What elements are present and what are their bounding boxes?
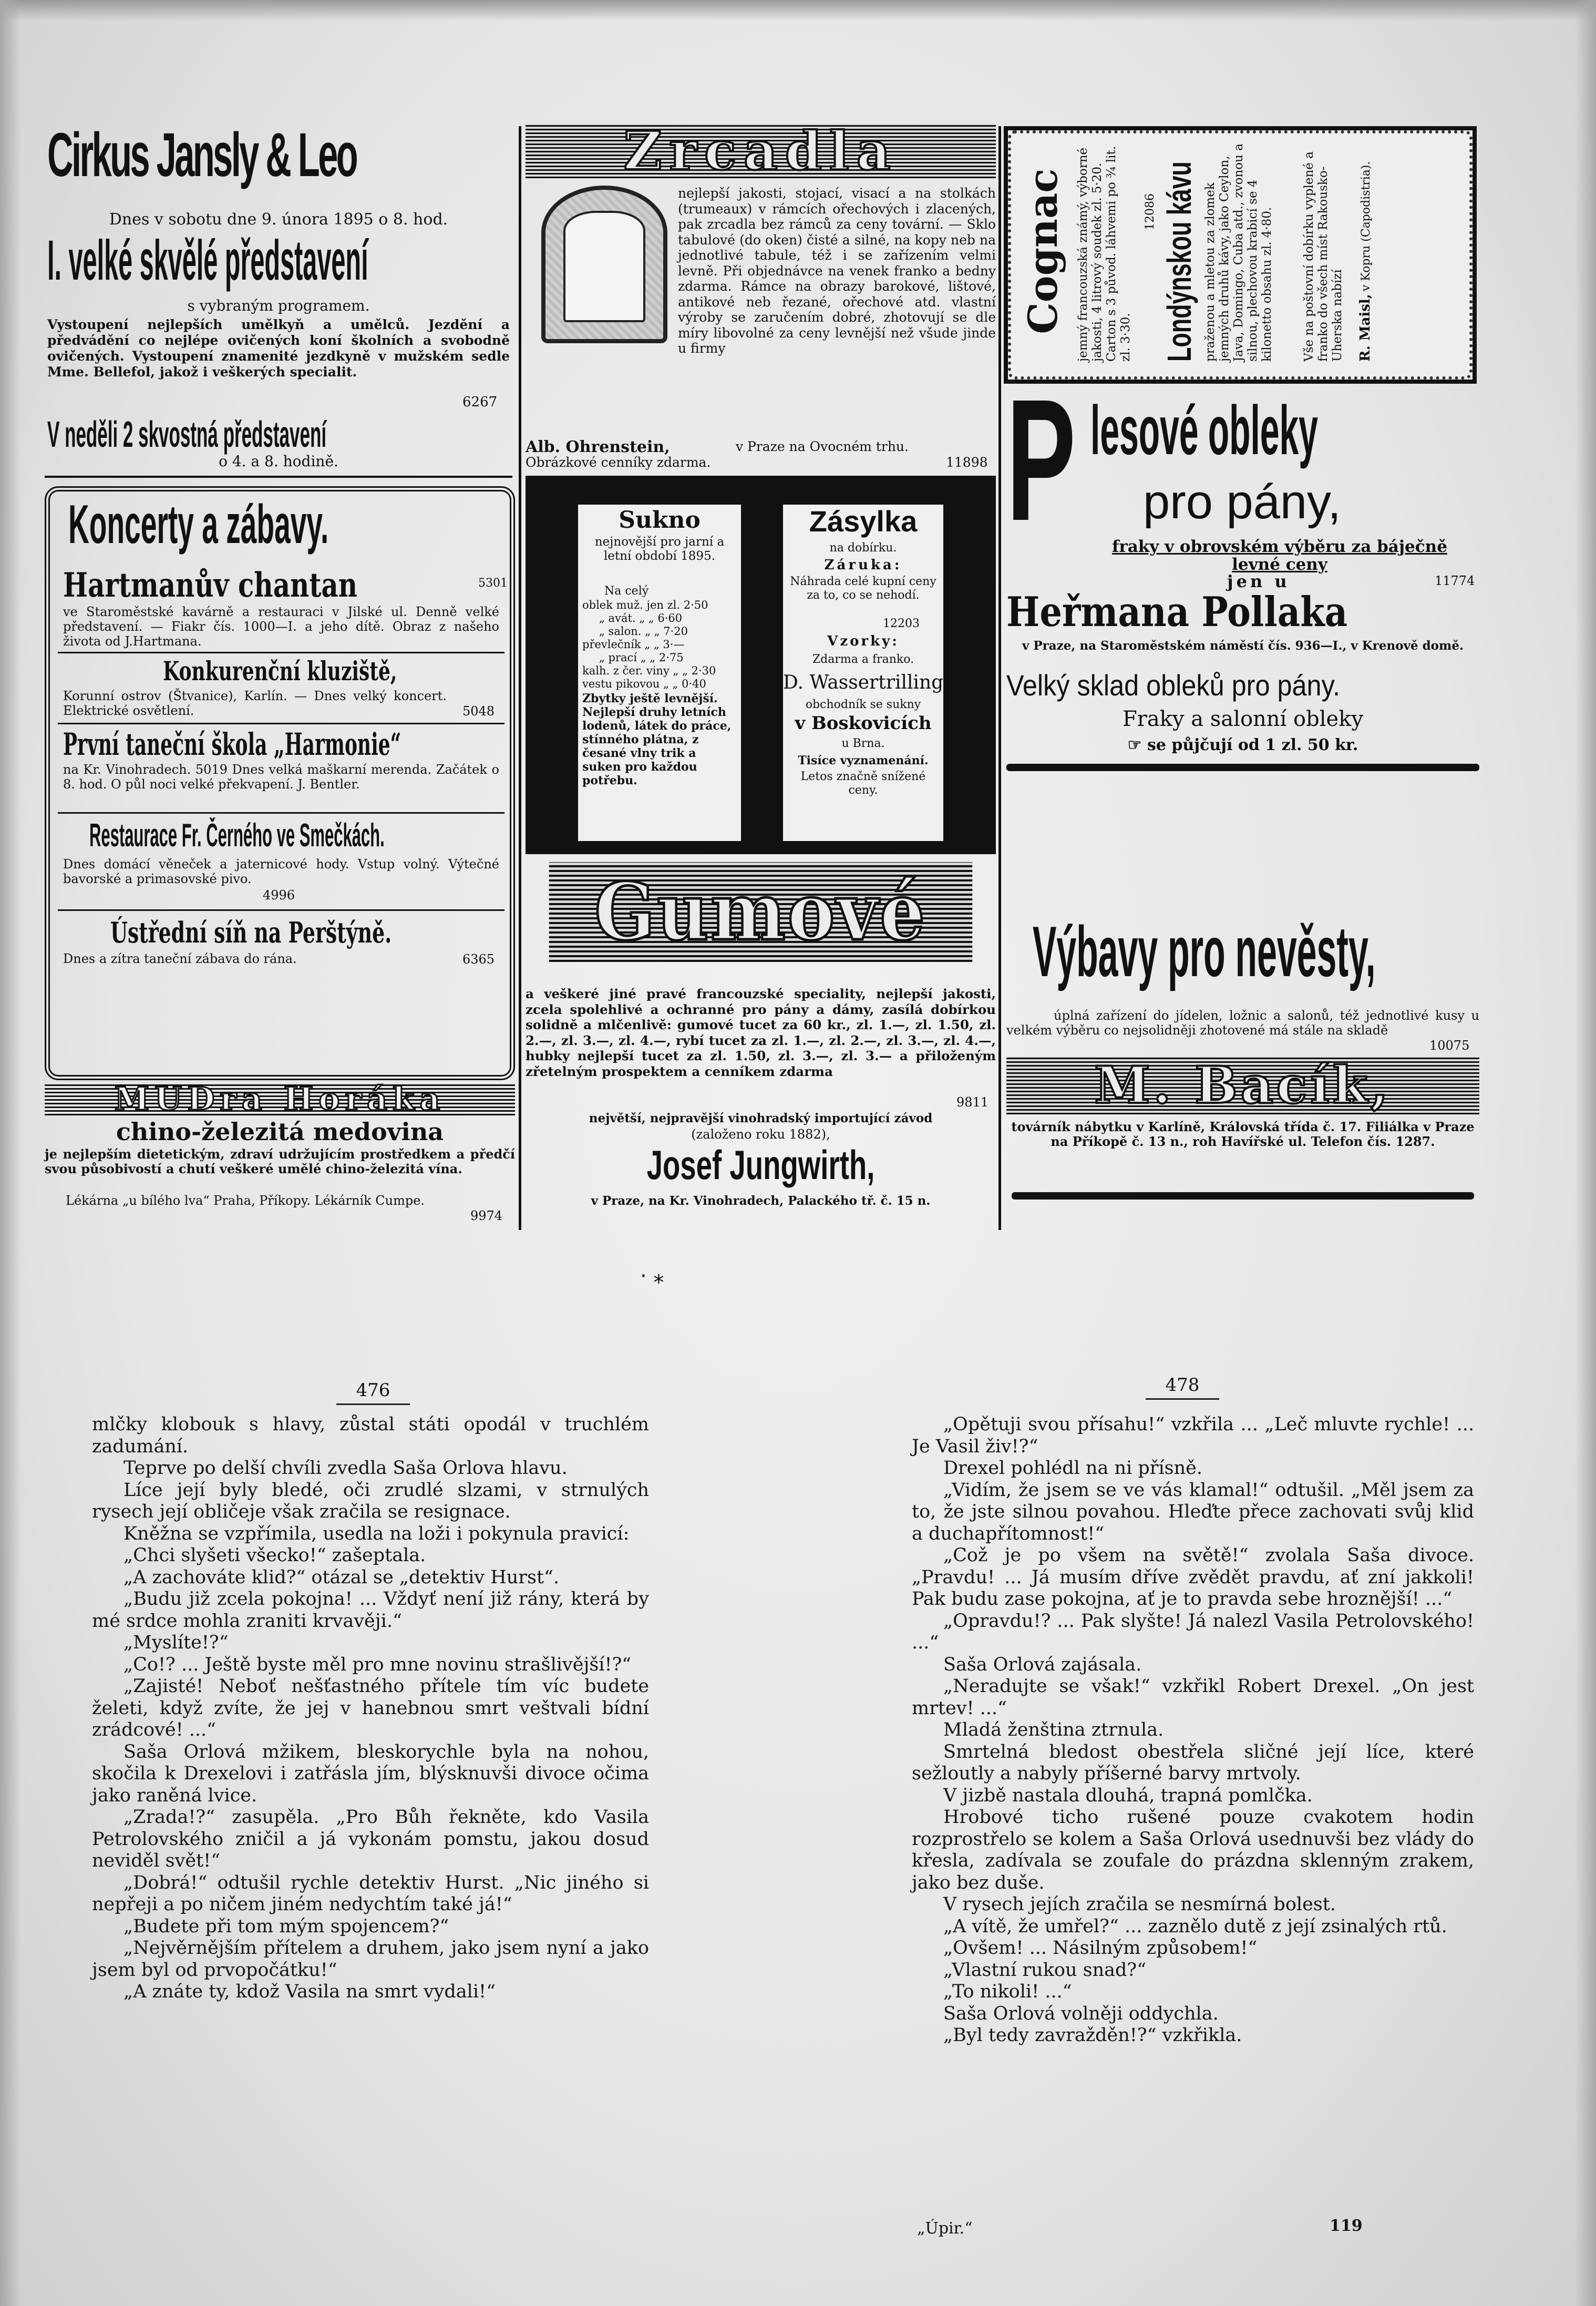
cognac-zigzag-border	[1008, 130, 1473, 380]
plesove-pujcuji	[1006, 736, 1479, 754]
left-paragraph: Teprve po delší chvíli zvedla Saša Orlova hlavu.	[123, 1458, 568, 1479]
right-paragraph: Mladá ženština ztrnula.	[943, 1719, 1164, 1740]
plesove-number: 11774	[1435, 573, 1475, 588]
horak-number: 9974	[470, 1208, 503, 1223]
gumove-number: 9811	[956, 1095, 989, 1110]
right-paragraph: „Vlastní rukou snad?“	[943, 1959, 1147, 1981]
story-footer-title: „Úpir.“	[917, 2219, 973, 2238]
right-paragraph: „Byl tedy zavražděn!?“ vzkřikla.	[943, 2025, 1242, 2046]
concert-divider-4	[58, 909, 504, 911]
sukno-price-2: oblek muž. jen zl. 2·50	[582, 599, 708, 611]
column-rule-2	[998, 126, 1001, 1230]
left-paragraph: „Myslíte!?“	[123, 1632, 229, 1653]
concert-entry-3-text: na Kr. Vinohradech. 5019 Dnes velká maškarní merenda. Začátek o 8. hod. O půl noci velké překvapení. J. Bentler.	[63, 762, 499, 792]
right-paragraph: „To nikoli! ...“	[943, 1981, 1072, 2002]
plesove-fraky: fraky v obrovském výběru za báječně levné ceny	[1112, 537, 1447, 574]
zasylka-number: 12203	[883, 617, 920, 630]
concert-entry-2-title: Konkurenční kluziště,	[163, 655, 397, 686]
concert-entry-3-title: První taneční škola „Harmonie“	[63, 726, 401, 762]
scan-shadow-right	[1575, 0, 1596, 2306]
zasylka-price: Letos značně snížené ceny.	[800, 770, 926, 797]
right-paragraph: „Opravdu!? ... Pak slyšte! Já nalezl Vasila Petrolovského! ...“	[912, 1610, 1474, 1653]
vybavy-bar	[1012, 1192, 1474, 1200]
concert-entry-4-text: Dnes domácí věneček a jaternicové hody. Vstup volný. Výtečné bavorské a primasovské pivo.	[63, 857, 499, 886]
concert-entry-5-title: Ústřední síň na Perštýně.	[110, 916, 392, 949]
right-paragraph: „Vidím, že jsem se ve vás klamal!“ odtušil. „Měl jsem za to, že jste silnou povahou. Hleďte přece zachovati svůj klid a duchapřítomnost!“	[912, 1479, 1474, 1544]
cognac-ad	[1004, 126, 1477, 384]
zasylka-city-sub: u Brna.	[841, 737, 885, 750]
zrcadla-number: 11898	[946, 455, 988, 470]
plesove-sub: pro pány,	[1143, 475, 1341, 529]
cognac-text-a-body: jemný francouzská známý, výborné jakosti, 4 litrový soudek zl. 5·20. Carton s 3 původ. láhvemi po ¾ lit. zl. 3·30.	[1076, 146, 1132, 362]
right-paragraph: Drexel pohlédl na ni přísně.	[943, 1458, 1202, 1479]
left-paragraph: „Chci slyšeti všecko!“ zašeptala.	[123, 1545, 426, 1566]
horak-ad	[45, 1083, 515, 1235]
plesove-bar	[1006, 764, 1479, 771]
gumove-address: v Praze, na Kr. Vinohradech, Palackého tř. č. 15 n.	[591, 1194, 931, 1208]
right-page-number: 478	[1165, 1375, 1200, 1396]
vybavy-ad	[1006, 911, 1482, 1241]
sukno-title: Sukno	[619, 507, 701, 534]
right-paragraph: Saša Orlová zajásala.	[943, 1654, 1142, 1675]
left-page-number-rule	[336, 1403, 410, 1405]
vybavy-number: 10075	[1429, 1038, 1470, 1053]
hand-left-icon: ☞	[1127, 736, 1142, 754]
right-paragraph: Saša Orlová volněji oddychla.	[943, 2003, 1219, 2024]
circus-date: Dnes v sobotu dne 9. února 1895 o 8. hod.	[109, 210, 448, 229]
zrcadla-ad	[526, 120, 996, 470]
concert-entry-5-number: 6365	[462, 952, 495, 967]
plesove-pujcuji-text: se půjčují od 1 zl. 50 kr.	[1147, 736, 1358, 754]
zasylka-firm: D. Wassertrilling,	[783, 672, 950, 693]
gumove-text: a veškeré jiné pravé francouzské speciality, nejlepší jakosti, zcela spolehlivé a ochranné pro pány a dámy, zasílá dobírkou solidně a mlčenlivě: gumové tucet za 60 kr., zl. 1.—, zl. 1.50, zl. 2.—, zl. 3.—, zl. 4.—, rybí tucet za zl. 1.—, zl. 2.—, zl. 3.—, zl. 4.—, hubky nejlepší tucet za zl. 1.50, zl. 3.—, zl. 3.— a přiloženým zřetelným prospektem a cenníkem zdarma	[526, 986, 996, 1079]
right-page-number-rule	[1146, 1398, 1219, 1400]
zasylka-vzorky: Vzorky:	[827, 633, 899, 649]
gumove-tail: největší, nejpravější vinohradský importující závod	[589, 1111, 933, 1125]
cognac-coffee-title: Londýnskou kávu	[1160, 161, 1198, 362]
concerts-content	[58, 494, 508, 1072]
zasylka-vzorky-text: Zdarma a franko.	[812, 653, 914, 666]
cognac-text-b-body: praženou a mletou za zlomek jemných druhů kávy, jako Ceylon, Java, Domingo, Cuba atd., zvonou a silnou, plechovou krabicí se 4 kilonetto obsahu zl. 4·80.	[1203, 144, 1274, 362]
left-page-number: 476	[356, 1380, 390, 1401]
plesove-jen: jen u	[1227, 571, 1290, 591]
horak-pharmacy: Lékárna „u bílého lva“ Praha, Příkopy. Lékárník Cumpe.	[66, 1193, 425, 1208]
ornament-asterisk: · ⁎	[640, 1264, 664, 1288]
left-paragraph: „Co!? ... Ještě byste měl pro mne novinu strašlivější!?“	[123, 1654, 632, 1675]
gumove-title: Gumové	[549, 862, 973, 962]
concert-entry-4-title: Restaurace Fr. Černého ve Smečkách.	[89, 817, 385, 854]
gumove-ad	[526, 862, 996, 1235]
concert-entry-2-number: 5048	[462, 704, 495, 719]
zasylka-zaruka: Záruka:	[824, 557, 902, 573]
scan-shadow-left	[0, 0, 21, 2306]
plesove-title: lesové obleky	[1090, 392, 1318, 469]
left-paragraph: Líce její byly bledé, oči zrudlé slzami, v strnulých rysech její obličeje však zračila se resignace.	[92, 1479, 649, 1522]
zasylka-content	[783, 505, 950, 841]
right-paragraph: Hrobové ticho rušené pouze cvakotem hodin rozprostřelo se kolem a Saša Orlová usednuvši bez vlády do křesla, zadívala se zoufale do prázdna sklenným zrakem, jako bez duše.	[912, 1807, 1474, 1893]
zasylka-firm-sub: obchodník se sukny	[805, 698, 921, 711]
left-paragraph: „Budu již zcela pokojna! ... Vždyť není již rány, která by mé srdce mohla zraniti krvavěji.“	[92, 1588, 649, 1632]
divider-circus	[45, 476, 512, 478]
concert-entry-1-side: 5301	[478, 577, 508, 590]
cognac-firm-name: R. Maisl,	[1357, 294, 1373, 362]
concert-entry-1-title: Hartmanův chantan	[63, 566, 358, 605]
right-paragraph: „Opětuji svou přísahu!“ vzkřila ... „Leč mluvte rychle! ... Je Vasil živ!?“	[912, 1414, 1474, 1457]
scan-shadow-top	[0, 0, 1596, 21]
left-paragraph: „Zajisté! Neboť nešťastného přítele tím víc budete želeti, když zvíte, že jej v hanebnou smrt veštvali bídní zrádcové! ...“	[92, 1676, 649, 1740]
circus-sunday-time: o 4. a 8. hodině.	[219, 453, 338, 470]
right-paragraph: „Neradujte se však!“ vzkřikl Robert Drexel. „On jest mrtev! ...“	[912, 1676, 1474, 1719]
zrcadla-title: Zrcadla	[526, 124, 996, 178]
cognac-title: Cognac	[1020, 168, 1066, 334]
vybavy-title: Výbavy pro nevěsty,	[1033, 911, 1376, 991]
zrcadla-catalog: Obrázkové cenníky zdarma.	[526, 455, 711, 470]
zasylka-honors: Tisíce vyznamenání.	[798, 754, 929, 767]
story-right-column	[912, 1414, 1474, 2218]
circus-headline: I. velké skvělé představení	[47, 228, 368, 292]
plesove-address: v Praze, na Staroměstském náměstí čís. 936—I., v Krenově domě.	[1022, 639, 1464, 653]
concert-entry-1-text: ve Staroměstské kavárně a restauraci v Jilské ul. Denně velké představení. — Fiakr čís. 1000—I. a jeho dítě. Obraz z našeho života od J.Hartmana.	[63, 604, 499, 649]
left-paragraph: „Dobrá!“ odtušil rychle detektiv Hurst. „Nic jiného si nepřeji a po ničem jiném nedychtím také já!“	[92, 1872, 649, 1915]
cognac-number: 12086	[1144, 193, 1157, 230]
zrcadla-text: nejlepší jakosti, stojací, visací a na stolkách (trumeaux) v rámcích ořechových i zlacených, pak zrcadla bez rámců za ceny tovární. — Sklo tabulové (do oken) čisté a silné, na kopy neb na jednotlivé tabule, též i se zařízením velmi levně. Při objednávce na venek franko a bedny zdarma. Rámce na obrazy barokové, lištové, antikové neb řezané, ořechové atd. vlastní výroby se zaručením dobré, zhotovují se dle míry libovolné za ceny levnější než všude jinde u firmy	[678, 186, 996, 356]
sukno-price-8: vestu pikovou „ „ 0·40	[582, 678, 706, 690]
plesove-ad	[1006, 363, 1482, 875]
horak-title: MUDra Horáka	[45, 1083, 515, 1115]
vybavy-text: úplná zařízení do jídelen, ložnic a salonů, též jednotlivé kusy u velkém výběru co nejsolidněji zhotovené má stále na skladě	[1006, 1008, 1479, 1038]
horak-sub: chino-železitá medovina	[116, 1118, 444, 1146]
plesove-cap: P	[1006, 363, 1076, 557]
circus-title: Cirkus Jansly & Leo	[47, 120, 357, 190]
concert-divider-2	[58, 723, 504, 724]
left-paragraph: Kněžna se vzpřímila, usedla na loži i pokynula pravicí:	[123, 1523, 630, 1544]
concert-entry-2-text: Korunní ostrov (Štvanice), Karlín. — Dnes velký koncert. Elektrické osvětlení.	[63, 689, 447, 718]
circus-sub: s vybraným programem.	[187, 297, 370, 314]
right-paragraph: V jizbě nastala dlouhá, trapná pomlčka.	[943, 1785, 1313, 1806]
circus-number: 6267	[462, 394, 498, 410]
left-paragraph: „Zrada!?“ zasupěla. „Pro Bůh řekněte, kdo Vasila Petrolovského zničil a já vykonám pomstu, jakou dosud neviděl svět!“	[92, 1807, 649, 1871]
plesove-sklad: Velký sklad obleků pro pány.	[1006, 669, 1341, 702]
right-paragraph: „Ovšem! ... Násilným způsobem!“	[943, 1938, 1258, 1959]
concerts-header: Koncerty a zábavy.	[68, 494, 329, 555]
left-paragraph: „Budete při tom mým spojencem?“	[123, 1915, 449, 1937]
zasylka-title: Zásylka	[809, 505, 918, 538]
story-left-column	[92, 1414, 649, 2229]
plesove-firm: Heřmana Pollaka	[1006, 588, 1348, 636]
circus-body: Vystoupení nejlepších umělkyň a umělců. Jezdění a předvádění co nejlépe ovičených koní školních a svobodně ovičených. Vystoupení znamenité jezdkyně v mužském sedle Mme. Bellefol, jakož i veškerých specialit.	[47, 317, 510, 380]
right-paragraph: „A vítě, že umřel?“ ... zaznělo dutě z její zsinalých rtů.	[943, 1915, 1447, 1937]
zasylka-sub: na dobírku.	[829, 541, 897, 555]
concert-divider-3	[58, 812, 504, 814]
left-paragraph: „A zachováte klid?“ otázal se „detektiv Hurst“.	[123, 1566, 560, 1588]
vybavy-firm: M. Bacík,	[1006, 1057, 1479, 1114]
right-paragraph: V rysech jejích zračila se nesmírná bolest.	[943, 1894, 1336, 1915]
story-footer-number: 119	[1330, 2217, 1363, 2235]
left-paragraph: „Nejvěrnějším přítelem a druhem, jako jsem nyní a jako jsem byl od prvopočátku!“	[92, 1938, 649, 1981]
circus-sunday: V neděli 2 skvostná představení	[47, 414, 327, 455]
concert-divider-1	[58, 652, 504, 653]
right-paragraph: „Což je po všem na světě!“ zvolala Saša divoce. „Pravdu! ... Já musím dříve zvědět pravdu, ať zní jakkoli! Pak budu zase pokojna, ať je to pravda sebe hroznější! ...“	[912, 1545, 1474, 1610]
sukno-price-3: „ avát. „ „ 6·60	[599, 612, 683, 624]
left-paragraph: „A znáte ty, kdož Vasila na smrt vydali!“	[123, 1981, 496, 2002]
zasylka-city: v Boskovicích	[795, 713, 932, 734]
sukno-content	[578, 505, 741, 841]
horak-text: je nejlepším dietetickým, zdraví udržujícím prostředkem a předčí svou působivostí a chutí veškeré umělé chino-železitá vína.	[45, 1146, 515, 1176]
gumove-firm: Josef Jungwirth,	[646, 1142, 875, 1188]
gumove-founded: (založeno roku 1882),	[691, 1127, 830, 1142]
right-paragraph: Smrtelná bledost obestřela sličné její líce, které sežloutly a nabyly příšerné barvy mrtvoly.	[912, 1741, 1474, 1784]
plesove-fr: Fraky a salonní obleky	[1122, 707, 1364, 731]
left-paragraph: Saša Orlová mžikem, bleskorychle byla na nohou, skočila k Drexelovi i zatřásla jím, blýsknuvši divoce očima jako raněná lvice.	[92, 1741, 649, 1806]
sukno-price-6: „ prací „ „ 2·75	[599, 651, 684, 664]
sukno-price-5: převlečník „ „ 3·—	[582, 638, 685, 651]
concert-entry-4-number: 4996	[263, 888, 295, 903]
circus-ad	[42, 120, 515, 470]
sukno-price-1: Na celý	[604, 585, 649, 598]
vybavy-address: továrník nábytku v Karlíně, Královská třída č. 17. Filiálka v Praze na Příkopě č. 13 n., roh Havířské ul. Telefon čís. 1287.	[1011, 1119, 1475, 1149]
cognac-firm-address: v Kopru (Capodistria).	[1360, 161, 1373, 292]
sukno-rest: Zbytky ještě levnější. Nejlepší druhy letních lodenů, látek do práce, stínného plátna, z česané vlny trik a suken pro každou potřebu.	[582, 692, 732, 787]
zasylka-zaruka-text: Náhrada celé kupní ceny za to, co se nehodí.	[790, 575, 936, 602]
sukno-price-4: „ salon. „ „ 7·20	[599, 625, 688, 638]
column-rule-1	[519, 126, 521, 1230]
cognac-text-c-body: Vše na poštovní dobírku vyplené a franko do všech míst Rakousko-Uherska nabízí	[1302, 151, 1344, 362]
zrcadla-firm: Alb. Ohrenstein,	[526, 438, 670, 456]
sukno-sub: nejnovější pro jarní a letní období 1895.	[594, 535, 725, 563]
sukno-price-7: kalh. z čer. viny „ „ 2·30	[582, 664, 716, 677]
concert-entry-5-text: Dnes a zítra taneční zábava do rána.	[63, 951, 297, 966]
zrcadla-address: v Praze na Ovocném trhu.	[736, 439, 909, 454]
left-paragraph: mlčky klobouk s hlavy, zůstal státi opodál v truchlém zadumání.	[92, 1414, 649, 1457]
